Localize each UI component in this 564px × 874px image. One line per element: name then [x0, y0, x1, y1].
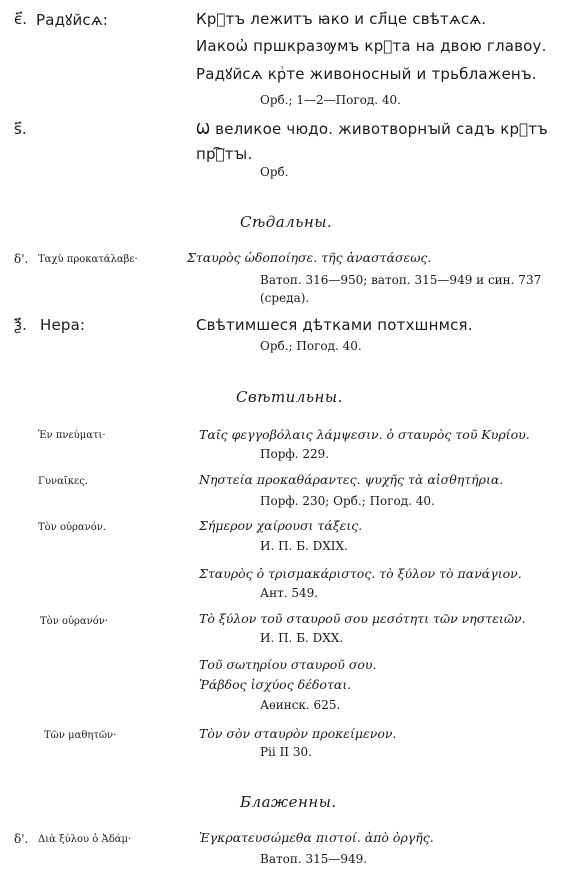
source-reference: И. П. Б. DXIX.	[260, 539, 348, 553]
hymn-label: Τὸν οὐρανόν.	[38, 522, 107, 533]
hymn-line: Σταυρὸς ὁ τρισμακάριστος. τὸ ξύλον τὸ πανάγιον.	[199, 566, 522, 581]
hymn-label: Ἐν πνεύματι·	[38, 430, 106, 441]
hymn-line: Τὸ ξύλον τοῦ σταυροῦ σου μεσότητι τῶν νηστειῶν.	[199, 611, 526, 626]
source-reference: Ватоп. 316—950; ватоп. 315—949 и син. 737	[260, 273, 542, 287]
hymn-label: Радꙋйсѧ:	[36, 11, 109, 29]
source-reference: Порф. 229.	[260, 447, 330, 461]
source-reference: Орб.	[260, 165, 289, 179]
tone-mark: ѯ҃.	[14, 316, 27, 334]
tone-mark: δ'.	[14, 252, 29, 266]
source-reference: Ватоп. 315—949.	[260, 852, 368, 866]
hymn-line: Σταυρὸς ὡδοποίησε. τῆς ἀναστάσεως.	[187, 250, 432, 265]
hymn-line: Τὸν σὸν σταυρὸν προκείμενον.	[199, 726, 397, 741]
tone-mark: δ'.	[14, 832, 29, 846]
hymn-line: Σήμερον χαίρουσι τάξεις.	[199, 518, 363, 533]
hymn-line: Νηστεία προκαθάραντες. ψυχῆς τὰ αἰσθητήρια.	[199, 472, 504, 487]
hymn-label: Διὰ ξύλου ὁ Ἀδάμ·	[38, 834, 132, 845]
hymn-label: Нера:	[40, 316, 86, 334]
source-reference: Аѳинск. 625.	[260, 698, 341, 712]
source-reference: Pii II 30.	[260, 745, 312, 759]
hymn-line: Τοῦ σωτηρίου σταυροῦ σου.	[199, 657, 377, 672]
hymn-line: Иакоѡ҆ пршкразѹмъ крⷮта на двою главоу.	[196, 37, 547, 55]
hymn-line: Ѡ великое чюдо. животворнꙑй садъ крⷮтъ	[196, 120, 548, 138]
hymn-label: Γυναῖκες.	[38, 476, 88, 487]
hymn-line: прⷭ҇тꙑ.	[196, 145, 253, 163]
tone-mark: є҃.	[14, 10, 28, 28]
section-heading: Сѣдальны.	[240, 213, 333, 231]
source-reference: И. П. Б. DXX.	[260, 631, 344, 645]
source-reference: Порф. 230; Орб.; Погод. 40.	[260, 494, 435, 508]
hymn-line: Ῥάβδος ἰσχύος δέδοται.	[199, 677, 352, 692]
source-reference: (среда).	[260, 291, 310, 305]
hymn-line: Крⷮтъ лежитъ ꙗко и сл҃це свѣтѧсѧ.	[196, 10, 487, 28]
source-reference: Орб.; Погод. 40.	[260, 339, 362, 353]
hymn-label: Τῶν μαθητῶν·	[44, 730, 117, 741]
source-reference: Ант. 549.	[260, 586, 319, 600]
hymn-line: Радꙋйсѧ крⷮте живоносный и трьблаженъ.	[196, 65, 537, 83]
tone-mark: ѕ҃.	[14, 120, 27, 138]
section-heading: Блаженны.	[240, 793, 337, 811]
hymn-line: Свѣтимшеся дѣтками потхшнмся.	[196, 316, 473, 334]
hymn-label: Ταχὺ προκατάλαβε·	[38, 254, 138, 265]
hymn-line: Ταῖς φεγγοβόλαις λάμψεσιν. ὁ σταυρὸς τοῦ Κυρίου.	[199, 427, 530, 442]
hymn-line: Ἐγκρατευσώμεθα πιστοί. ἀπὸ ὀργῆς.	[199, 830, 434, 845]
source-reference: Орб.; 1—2—Погод. 40.	[260, 93, 401, 107]
section-heading: Свѣтильны.	[236, 388, 343, 406]
hymn-label: Τὸν οὐρανόν·	[40, 616, 109, 627]
